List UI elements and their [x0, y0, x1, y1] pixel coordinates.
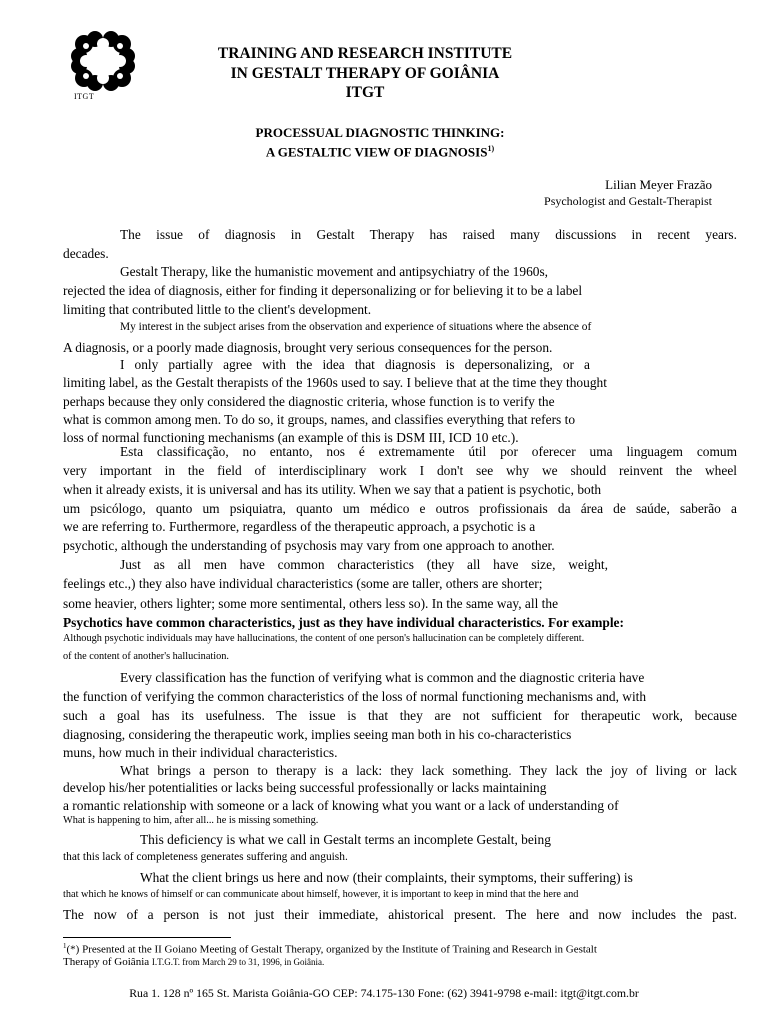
author-name: Lilian Meyer Frazão — [605, 177, 712, 192]
body-line-bold: Psychotics have common characteristics, just as they have individual characteristics. For example: — [63, 615, 624, 630]
footnote-mark: 1 — [63, 942, 67, 950]
body-line: What brings a person to therapy is a lack: they lack something. They lack the joy of living or lack — [120, 763, 737, 778]
body-line: The issue of diagnosis in Gestalt Therapy has raised many discussions in recent years. — [120, 227, 737, 242]
body-line: This deficiency is what we call in Gestalt terms an incomplete Gestalt, being — [140, 832, 551, 847]
body-line: um psicólogo, quanto um psiquiatra, quanto um médico e outros profissionais da área de saúde, saberão a — [63, 501, 737, 516]
body-line: that this lack of completeness generates suffering and anguish. — [63, 851, 348, 863]
body-line: Although psychotic individuals may have hallucinations, the content of one person's hallucination can be completely different. — [63, 633, 585, 644]
body-line: muns, how much in their individual characteristics. — [63, 745, 338, 760]
body-line: of the content of another's hallucination. — [63, 651, 229, 662]
footnote-divider — [63, 937, 231, 938]
body-line: some heavier, others lighter; some more sentimental, others less so). In the same way, all the — [63, 596, 559, 611]
body-line: What the client brings us here and now (their complaints, their symptoms, their suffering) is — [140, 870, 633, 885]
title-footnote-mark: 1) — [487, 144, 495, 153]
body-line: rejected the idea of diagnosis, either for finding it depersonalizing or for believing it to be a label — [63, 283, 583, 298]
body-line: what is common among men. To do so, it groups, names, and classifies everything that refers to — [63, 412, 576, 427]
body-line: What is happening to him, after all... he is missing something. — [63, 815, 319, 826]
body-line: Just as all men have common characteristics (they all have size, weight, — [120, 557, 608, 572]
footnote-text-2-small: I.T.G.T. from March 29 to 31, 1996, in Goiânia. — [151, 957, 325, 967]
page-footer-address: Rua 1. 128 nº 165 St. Marista Goiânia-GO CEP: 74.175-130 Fone: (62) 3941-9798 e-mail: itgt@itgt.com.br — [129, 986, 639, 1000]
body-line: The now of a person is not just their immediate, ahistorical present. The here and now includes the past. — [63, 907, 737, 922]
body-line: such a goal has its usefulness. The issue is that they are not sufficient for therapeutic work, because — [63, 708, 737, 723]
itgt-logo — [70, 30, 136, 104]
body-line: we are referring to. Furthermore, regardless of the therapeutic approach, a psychotic is a — [63, 519, 536, 534]
body-line: the function of verifying the common characteristics of the loss of normal functioning mechanisms and, with — [63, 689, 647, 704]
body-line: Gestalt Therapy, like the humanistic movement and antipsychiatry of the 1960s, — [120, 264, 549, 279]
body-line: I only partially agree with the idea that diagnosis is depersonalizing, or a — [120, 357, 590, 372]
footnote-line-2 — [63, 956, 324, 968]
footnote-line-1 — [63, 942, 597, 956]
body-line: diagnosing, considering the therapeutic work, implies seeing man both in his co-characteristics — [63, 727, 572, 742]
body-line: feelings etc.,) they also have individual characteristics (some are taller, others are shorter; — [63, 576, 543, 591]
body-line: Esta classificação, no entanto, nos é extremamente útil por oferecer uma linguagem comum — [120, 444, 737, 459]
footnote-text-2: Therapy of Goiânia — [63, 956, 150, 968]
institute-line-1: TRAINING AND RESEARCH INSTITUTE — [217, 45, 513, 62]
institute-acronym: ITGT — [345, 84, 385, 101]
body-line: My interest in the subject arises from the observation and experience of situations where the absence of — [120, 321, 592, 333]
body-line: very important in the field of interdisciplinary work I don't see why we should reinvent the wheel — [63, 463, 737, 478]
body-line: limiting label, as the Gestalt therapists of the 1960s used to say. I believe that at the time they thought — [63, 375, 607, 390]
logo-caption: ITGT — [74, 92, 95, 101]
body-line: loss of normal functioning mechanisms (an example of this is DSM III, ICD 10 etc.). — [63, 430, 519, 445]
body-line: A diagnosis, or a poorly made diagnosis, brought very serious consequences for the person. — [63, 340, 553, 355]
paper-title-line-1: PROCESSUAL DIAGNOSTIC THINKING: — [255, 125, 505, 140]
clover-logo-icon — [70, 30, 136, 92]
body-line: Every classification has the function of verifying what is common and the diagnostic criteria have — [120, 670, 645, 685]
author-role: Psychologist and Gestalt-Therapist — [544, 194, 712, 208]
body-line: decades. — [63, 246, 109, 261]
footnote-text: (*) Presented at the II Goiano Meeting of Gestalt Therapy, organized by the Institute of Training and Research in Gestalt — [66, 943, 597, 956]
paper-title-line-2 — [180, 141, 580, 160]
institute-line-2: IN GESTALT THERAPY OF GOIÂNIA — [230, 65, 500, 82]
body-line: limiting that contributed little to the client's development. — [63, 302, 372, 317]
body-line: perhaps because they only considered the diagnostic criteria, whose function is to verify the — [63, 394, 555, 409]
paper-title-text: A GESTALTIC VIEW OF DIAGNOSIS — [265, 144, 488, 160]
body-line: that which he knows of himself or can communicate about himself, however, it is important to keep in mind that the here and — [63, 889, 579, 900]
body-line: develop his/her potentialities or lacks being successful professionally or lacks maintaining — [63, 780, 547, 795]
author-block — [544, 176, 712, 210]
body-line: when it already exists, it is universal and has its utility. When we say that a patient is psychotic, both — [63, 482, 602, 497]
body-line: a romantic relationship with someone or a lack of knowing what you want or a lack of understanding of — [63, 798, 619, 813]
body-line: psychotic, although the understanding of psychosis may vary from one approach to another. — [63, 538, 555, 553]
